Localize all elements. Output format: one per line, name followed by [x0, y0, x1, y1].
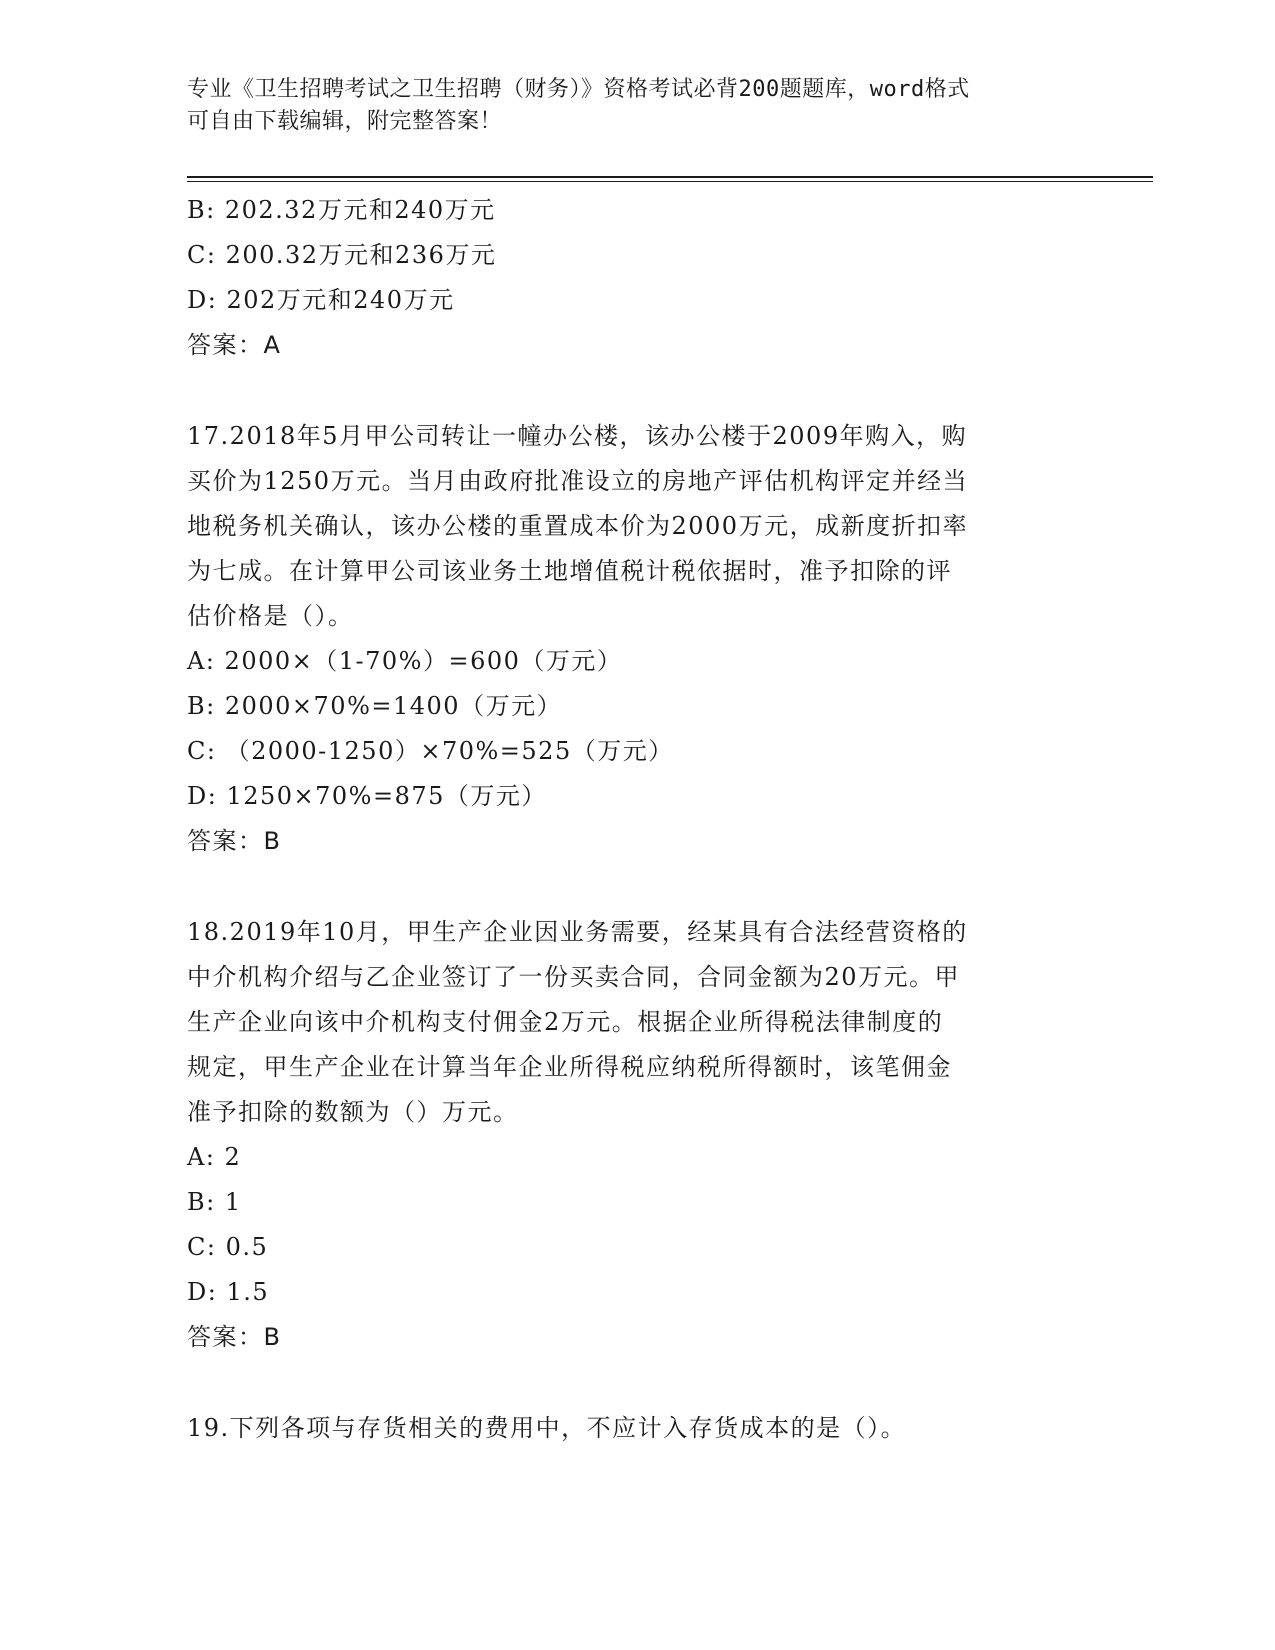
- header-divider-thick: [187, 176, 1153, 178]
- question-stem-line: 准予扣除的数额为（）万元。: [187, 1098, 519, 1126]
- answer-label: 答案：A: [187, 331, 282, 359]
- spacer: [187, 1360, 1067, 1406]
- question-stem-line: 18.2019年10月，甲生产企业因业务需要，经某具有合法经营资格的: [187, 918, 968, 946]
- question-16-tail: [187, 188, 1067, 368]
- question-stem-line: 19.下列各项与存货相关的费用中，不应计入存货成本的是（）。: [187, 1414, 907, 1442]
- page-header: [187, 74, 1067, 138]
- question-stem-line: 17.2018年5月甲公司转让一幢办公楼，该办公楼于2009年购入，购: [187, 422, 968, 450]
- question-content: [187, 188, 1067, 1451]
- answer-label: 答案：B: [187, 827, 282, 855]
- answer-label: 答案：B: [187, 1323, 282, 1351]
- question-stem-line: 为七成。在计算甲公司该业务土地增值税计税依据时，准予扣除的评: [187, 557, 952, 585]
- option-a: A: 2: [187, 1143, 242, 1171]
- option-d: D: 202万元和240万元: [187, 286, 455, 314]
- header-divider-thin: [187, 181, 1153, 182]
- option-d: D: 1250×70%=875（万元）: [187, 782, 547, 810]
- option-c: C: 0.5: [187, 1233, 269, 1261]
- option-c: C: 200.32万元和236万元: [187, 241, 497, 269]
- option-c: C: （2000-1250）×70%=525（万元）: [187, 737, 674, 765]
- question-stem-line: 地税务机关确认，该办公楼的重置成本价为2000万元，成新度折扣率: [187, 512, 969, 540]
- option-a: A: 2000×（1-70%）=600（万元）: [187, 647, 623, 675]
- option-b: B: 2000×70%=1400（万元）: [187, 692, 563, 720]
- question-stem-line: 买价为1250万元。当月由政府批准设立的房地产评估机构评定并经当: [187, 467, 969, 495]
- header-title-line-2: 可自由下载编辑，附完整答案！: [187, 109, 503, 134]
- question-stem-line: 生产企业向该中介机构支付佣金2万元。根据企业所得税法律制度的: [187, 1008, 944, 1036]
- question-18: [187, 910, 1067, 1360]
- spacer: [187, 368, 1067, 414]
- option-b: B: 202.32万元和240万元: [187, 196, 496, 224]
- option-d: D: 1.5: [187, 1278, 270, 1306]
- question-stem-line: 规定，甲生产企业在计算当年企业所得税应纳税所得额时，该笔佣金: [187, 1053, 952, 1081]
- question-19: [187, 1406, 1067, 1451]
- question-17: [187, 414, 1067, 864]
- question-stem-line: 估价格是（）。: [187, 602, 354, 630]
- spacer: [187, 864, 1067, 910]
- option-b: B: 1: [187, 1188, 242, 1216]
- question-stem-line: 中介机构介绍与乙企业签订了一份买卖合同，合同金额为20万元。甲: [187, 963, 961, 991]
- header-title-line-1: 专业《卫生招聘考试之卫生招聘（财务）》资格考试必背200题题库，word格式: [187, 77, 970, 102]
